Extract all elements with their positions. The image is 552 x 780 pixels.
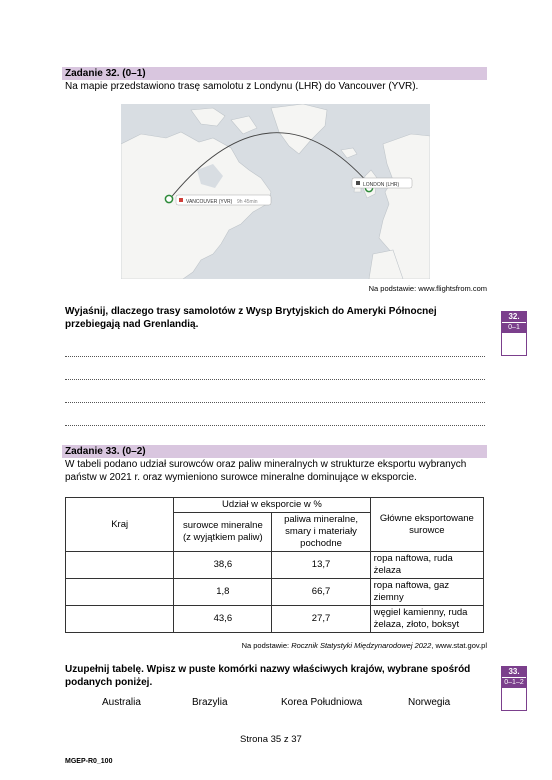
header-raw: surowce mineralne (z wyjątkiem paliw) — [174, 513, 272, 552]
country-cell-1[interactable] — [66, 552, 174, 579]
fuel-cell: 66,7 — [272, 579, 370, 606]
country-option-south-korea: Korea Południowa — [281, 697, 363, 708]
score-box-33 — [501, 666, 527, 711]
task32-header: Zadanie 32. (0–1) — [62, 67, 487, 80]
header-fuel: paliwa mineralne, smary i materiały pochodne — [272, 513, 370, 552]
exam-code: MGEP-R0_100 — [65, 758, 113, 765]
country-cell-3[interactable] — [66, 606, 174, 633]
task32-intro: Na mapie przedstawiono trasę samolotu z Londynu (LHR) do Vancouver (YVR). — [65, 81, 419, 92]
score-box-number: 33. — [502, 667, 526, 677]
score-box-number: 32. — [502, 312, 526, 322]
country-cell-2[interactable] — [66, 579, 174, 606]
country-option-brazil: Brazylia — [192, 697, 228, 708]
page-number: Strona 35 z 37 — [240, 734, 302, 745]
answer-line-4[interactable] — [65, 425, 485, 426]
header-country: Kraj — [66, 498, 174, 552]
vancouver-label: VANCOUVER (YVR) — [186, 199, 233, 205]
london-label: LONDON (LHR) — [363, 182, 400, 188]
export-table — [65, 497, 484, 633]
flight-duration: 9h 45min — [237, 199, 258, 205]
task32-source: Na podstawie: www.flightsfrom.com — [368, 284, 487, 293]
score-box-range: 0–1 — [502, 322, 526, 333]
task33-intro-line2: państw w 2021 r. oraz wymieniono surowce mineralne dominujące w eksporcie. — [65, 472, 417, 483]
raw-cell: 43,6 — [174, 606, 272, 633]
task33-intro-line1: W tabeli podano udział surowców oraz paliw mineralnych w strukturze eksportu wybranych — [65, 459, 467, 470]
score-box-32 — [501, 311, 527, 356]
table-row — [66, 606, 484, 633]
score-box-range: 0–1–2 — [502, 677, 526, 688]
flight-route-map — [121, 104, 430, 279]
task33-header: Zadanie 33. (0–2) — [62, 445, 487, 458]
answer-line-2[interactable] — [65, 379, 485, 380]
table-row — [66, 552, 484, 579]
header-share: Udział w eksporcie w % — [174, 498, 370, 513]
answer-line-3[interactable] — [65, 402, 485, 403]
raw-cell: 1,8 — [174, 579, 272, 606]
table-row — [66, 579, 484, 606]
map-graphic — [121, 104, 430, 279]
score-box-field[interactable] — [502, 688, 526, 710]
header-main: Główne eksportowane surowce — [370, 498, 483, 552]
fuel-cell: 27,7 — [272, 606, 370, 633]
fuel-cell: 13,7 — [272, 552, 370, 579]
main-cell: węgiel kamienny, ruda żelaza, złoto, boksyt — [370, 606, 483, 633]
task33-instruction-line2: podanych poniżej. — [65, 677, 153, 688]
country-option-norway: Norwegia — [408, 697, 451, 708]
main-cell: ropa naftowa, gaz ziemny — [370, 579, 483, 606]
task33-instruction-line1: Uzupełnij tabelę. Wpisz w puste komórki nazwy właściwych krajów, wybrane spośród — [65, 664, 471, 675]
score-box-field[interactable] — [502, 333, 526, 355]
main-cell: ropa naftowa, ruda żelaza — [370, 552, 483, 579]
country-option-australia: Australia — [102, 697, 141, 708]
task32-question-line2: przebiegają nad Grenlandią. — [65, 319, 199, 330]
answer-line-1[interactable] — [65, 356, 485, 357]
task33-source: Na podstawie: Rocznik Statystyki Międzynarodowej 2022, www.stat.gov.pl — [241, 641, 487, 650]
raw-cell: 38,6 — [174, 552, 272, 579]
task32-question-line1: Wyjaśnij, dlaczego trasy samolotów z Wysp Brytyjskich do Ameryki Północnej — [65, 306, 437, 317]
